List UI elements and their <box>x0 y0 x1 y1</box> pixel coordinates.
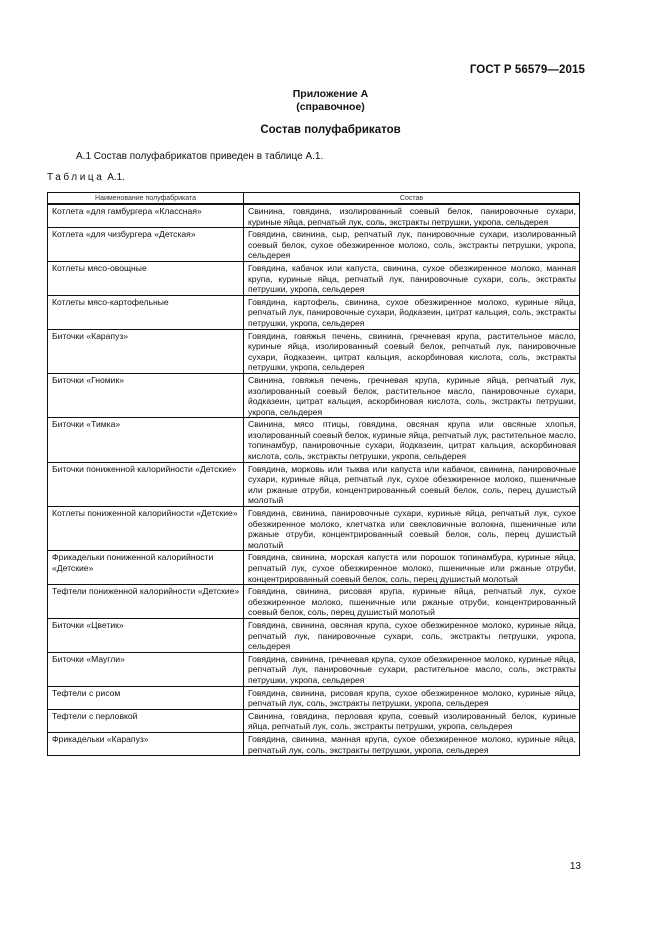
product-composition: Говядина, свинина, рисовая крупа, сухое обезжиренное молоко, куриные яйца, репчатый лук, соль, экстракты петрушки, укропа, сельдерея <box>244 686 580 709</box>
annex-heading <box>0 88 661 114</box>
product-name: Котлеты пониженной калорийности «Детские» <box>48 507 244 551</box>
product-composition: Говядина, кабачок или капуста, свинина, сухое обезжиренное молоко, манная крупа, куриные яйца, репчатый лук, панировочные сухари, соль, экстракты петрушки, укропа, сельдерея <box>244 261 580 295</box>
product-name: Биточки «Тимка» <box>48 418 244 462</box>
product-composition: Говядина, говяжья печень, свинина, гречневая крупа, растительное масло, куриные яйца, изолированный соевый белок, репчатый лук, панировочные сухари, йодказеин, цитрат кальция, аскорбиновая кислота, соль, экстракты петрушки, укропа, сельдерея <box>244 329 580 373</box>
standard-designation: ГОСТ Р 56579—2015 <box>469 64 585 76</box>
product-name: Тефтели с рисом <box>48 686 244 709</box>
table-row <box>48 204 580 228</box>
product-name: Фрикадельки «Карапуз» <box>48 732 244 755</box>
product-name: Биточки пониженной калорийности «Детские» <box>48 462 244 506</box>
product-composition: Свинина, говяжья печень, гречневая крупа, куриные яйца, репчатый лук, изолированный соевый белок, растительное масло, панировочные сухари, йодказеин, цитрат кальция, аскорбиновая кислота, соль, экстракты петрушки, укропа, сельдерея <box>244 373 580 417</box>
table-label-word: Таблица <box>47 172 105 183</box>
product-name: Биточки «Маугли» <box>48 652 244 686</box>
product-name: Котлеты мясо-овощные <box>48 261 244 295</box>
annex-title: Приложение А <box>292 88 369 100</box>
table-row <box>48 418 580 462</box>
product-composition: Говядина, свинина, манная крупа, сухое обезжиренное молоко, куриные яйца, репчатый лук, соль, экстракты петрушки, укропа, сельдерея <box>244 732 580 755</box>
product-name: Фрикадельки пониженной калорийности «Детские» <box>48 551 244 585</box>
section-title: Состав полуфабрикатов <box>260 124 401 136</box>
table-row <box>48 295 580 329</box>
table-label <box>47 172 125 183</box>
table-row <box>48 329 580 373</box>
table-row <box>48 551 580 585</box>
intro-text: А.1 Состав полуфабрикатов приведен в таблице А.1. <box>76 151 324 162</box>
table-row <box>48 228 580 262</box>
product-name: Тефтели с перловкой <box>48 709 244 732</box>
table-label-number: А.1. <box>107 172 125 183</box>
table-row <box>48 709 580 732</box>
table-row <box>48 686 580 709</box>
page-number: 13 <box>569 861 581 872</box>
product-composition: Говядина, свинина, гречневая крупа, сухое обезжиренное молоко, куриные яйца, репчатый лук, панировочные сухари, растительное масло, соль, экстракты петрушки, укропа, сельдерея <box>244 652 580 686</box>
product-name: Биточки «Гномик» <box>48 373 244 417</box>
table-row <box>48 585 580 619</box>
table-row <box>48 732 580 755</box>
product-name: Тефтели пониженной калорийности «Детские» <box>48 585 244 619</box>
product-name: Котлета «для чизбургера «Детская» <box>48 228 244 262</box>
product-composition: Говядина, свинина, панировочные сухари, куриные яйца, репчатый лук, сухое обезжиренное молоко, клетчатка или свекловичные волокна, пшеничные или ржаные отруби, концентрированный соевый белок, соль, перец душистый молотый <box>244 507 580 551</box>
annex-type: (справочное) <box>296 101 365 113</box>
product-composition: Говядина, свинина, сыр, репчатый лук, панировочные сухари, изолированный соевый белок, сухое обезжиренное молоко, соль, экстракты петрушки, укропа, сельдерея <box>244 228 580 262</box>
product-composition: Свинина, говядина, изолированный соевый белок, панировочные сухари, куриные яйца, репчатый лук, соль, экстракты петрушки, укропа, сельдерея <box>244 204 580 228</box>
product-composition: Свинина, говядина, перловая крупа, соевый изолированный белок, куриные яйца, репчатый лук, соль, экстракты петрушки, укропа, сельдерея <box>244 709 580 732</box>
composition-table <box>47 192 580 756</box>
product-composition: Говядина, свинина, морская капуста или порошок топинамбура, куриные яйца, репчатый лук, сухое обезжиренное молоко, пшеничные или ржаные отруби, концентрированный соевый белок, соль, перец душистый молотый <box>244 551 580 585</box>
table-row <box>48 373 580 417</box>
table-row <box>48 507 580 551</box>
table-row <box>48 462 580 506</box>
product-name: Котлета «для гамбургера «Классная» <box>48 204 244 228</box>
table-row <box>48 618 580 652</box>
table-header-row <box>48 193 580 205</box>
product-composition: Говядина, картофель, свинина, сухое обезжиренное молоко, куриные яйца, репчатый лук, панировочные сухари, йодказеин, цитрат кальция, соль, экстракты петрушки, укропа, сельдерея <box>244 295 580 329</box>
table-row <box>48 261 580 295</box>
product-name: Котлеты мясо-картофельные <box>48 295 244 329</box>
product-name: Биточки «Цветик» <box>48 618 244 652</box>
product-name: Биточки «Карапуз» <box>48 329 244 373</box>
product-composition: Свинина, мясо птицы, говядина, овсяная крупа или овсяные хлопья, изолированный соевый белок, куриные яйца, репчатый лук, растительное масло, топинамбур, панировочные сухари, йодказеин, цитрат кальция, аскорбиновая кислота, соль, экстракты петрушки, укропа, сельдерея <box>244 418 580 462</box>
column-header-composition: Состав <box>244 193 580 205</box>
product-composition: Говядина, морковь или тыква или капуста или кабачок, свинина, панировочные сухари, куриные яйца, репчатый лук, сухое обезжиренное молоко, пшеничные или ржаные отруби, концентрированный соевый белок, соль, перец душистый молотый <box>244 462 580 506</box>
column-header-name: Наименование полуфабриката <box>48 193 244 205</box>
product-composition: Говядина, свинина, рисовая крупа, куриные яйца, репчатый лук, сухое обезжиренное молоко, пшеничные или ржаные отруби, концентрированный соевый белок, соль, перец душистый молотый <box>244 585 580 619</box>
table-row <box>48 652 580 686</box>
product-composition: Говядина, свинина, овсяная крупа, сухое обезжиренное молоко, куриные яйца, репчатый лук, панировочные сухари, соль, экстракты петрушки, укропа, сельдерея <box>244 618 580 652</box>
